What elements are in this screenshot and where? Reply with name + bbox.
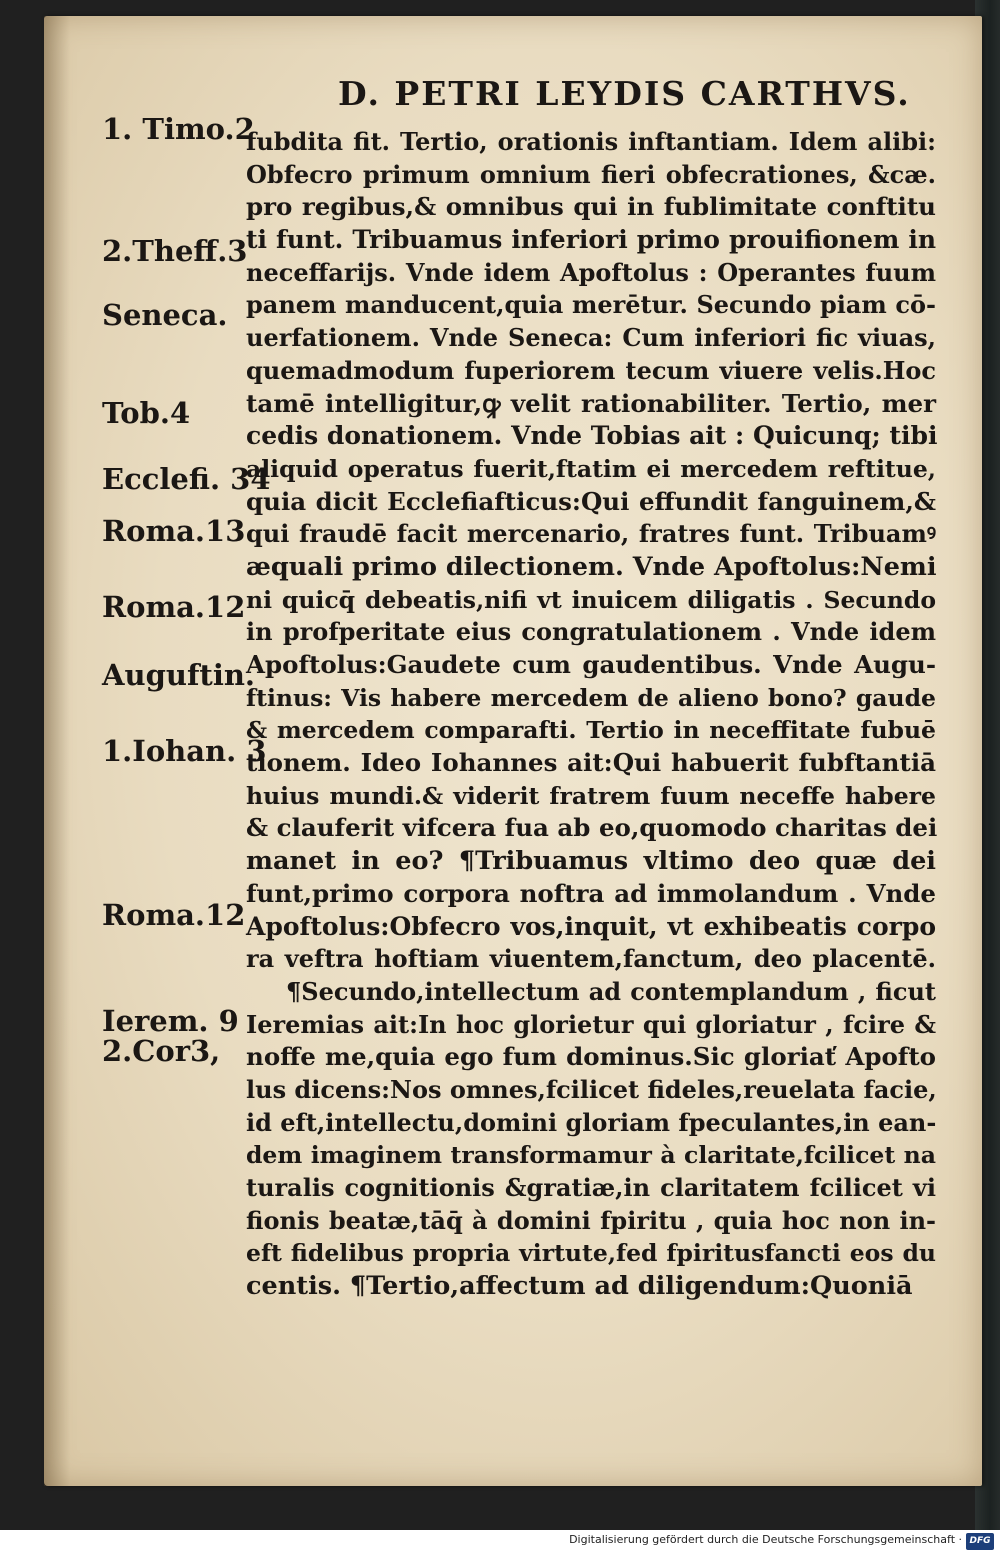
text-line: funt,primo corpora noftra ad immolandum . Vnde — [246, 878, 936, 908]
body-text — [246, 126, 936, 1303]
text-line: qui fraudē facit mercenario, fratres funt. Tribuamꝰ — [246, 519, 936, 549]
text-line: ftinus: Vis habere mercedem de alieno bono? gaude — [246, 683, 936, 712]
margin-note: Seneca. — [102, 298, 228, 332]
margin-note: Tob.4 — [102, 396, 191, 430]
text-line: panem manducent,quia merētur. Secundo piam cō- — [246, 290, 936, 320]
footer-credit: Digitalisierung gefördert durch die Deutsche Forschungsgemeinschaft · — [569, 1533, 962, 1546]
margin-note: Roma.12 — [102, 590, 246, 624]
text-line: turalis cognitionis &gratiæ,in claritatem fcilicet vi — [246, 1173, 936, 1202]
text-line: huius mundi.& viderit fratrem fuum neceffe habere — [246, 781, 936, 810]
text-line: Apoftolus:Gaudete cum gaudentibus. Vnde Augu- — [246, 650, 936, 679]
text-line: ni quicq̄ debeatis,nifi vt inuicem diligatis . Secundo — [246, 585, 936, 614]
text-line: cedis donationem. Vnde Tobias ait : Quicunq; tibi — [246, 421, 938, 451]
text-line: pro regibus,& omnibus qui in fublimitate conftitu — [246, 192, 936, 222]
margin-note: 1. Timo.2 — [102, 112, 255, 146]
text-line: tamē intelligitur,ꝙ velit rationabiliter. Tertio, mer — [246, 388, 936, 418]
margin-note: 2.Theff.3 — [102, 234, 248, 268]
text-line: tionem. Ideo Iohannes ait:Qui habuerit fubftantiā — [246, 748, 936, 778]
text-line: centis. ¶Tertio,affectum ad diligendum:Quoniā — [246, 1271, 913, 1302]
running-head: D. PETRI LEYDIS CARTHVS. — [338, 74, 911, 113]
margin-note: Roma.13 — [102, 514, 246, 548]
text-line: æquali primo dilectionem. Vnde Apoftolus:Nemi — [246, 551, 937, 582]
margin-note: Ecclefi. 34 — [102, 462, 271, 496]
text-line: ¶Secundo,intellectum ad contemplandum , ficut — [286, 976, 936, 1006]
text-line: noffe me,quia ego fum dominus.Sic gloriať Apofto — [246, 1042, 936, 1072]
text-line: fionis beatæ,tāq̄ à domini fpiritu , quia hoc non in- — [246, 1205, 936, 1235]
text-line: lus dicens:Nos omnes,fcilicet fideles,reuelata facie, — [246, 1074, 937, 1104]
text-line: neceffarijs. Vnde idem Apoftolus : Operantes fuum — [246, 257, 936, 287]
margin-note: Auguftin. — [102, 658, 256, 692]
text-line: quia dicit Ecclefiafticus:Qui effundit fanguinem,& — [246, 486, 936, 516]
margin-note: Ierem. 9 — [102, 1004, 239, 1038]
text-line: & clauferit vifcera fua ab eo,quomodo charitas dei — [246, 813, 938, 843]
text-line: Obfecro primum omnium fieri obfecrationes, &cæ. — [246, 159, 936, 189]
margin-notes — [102, 112, 271, 1112]
text-line: ti funt. Tribuamus inferiori primo prouifionem in — [246, 225, 936, 255]
text-line: Ieremias ait:In hoc glorietur qui gloriatur , fcire & — [246, 1009, 936, 1039]
margin-note: Roma.12 — [102, 898, 246, 932]
text-line: Apoftolus:Obfecro vos,inquit, vt exhibeatis corpo — [246, 911, 936, 941]
text-line: ra veftra hoftiam viuentem,fanctum, deo placentē. — [246, 944, 936, 974]
text-line: quemadmodum fuperiorem tecum viuere velis.Hoc — [246, 355, 936, 385]
dfg-logo-icon: DFG — [966, 1533, 994, 1550]
text-line: fubdita fit. Tertio, orationis inftantiam. Idem alibi: — [246, 127, 936, 156]
text-line: in profperitate eius congratulationem . Vnde idem — [246, 617, 936, 647]
footer-bar — [0, 1530, 1000, 1554]
text-line: eft fidelibus propria virtute,fed fpiritusfancti eos du — [246, 1239, 936, 1268]
text-line: manet in eo? ¶Tribuamus vltimo deo quæ dei — [246, 846, 936, 877]
text-line: dem imaginem transformamur à claritate,fcilicet na — [246, 1141, 936, 1170]
margin-note: 2.Cor3, — [102, 1034, 221, 1068]
text-line: uerfationem. Vnde Seneca: Cum inferiori fic viuas, — [246, 323, 936, 353]
text-line: id eft,intellectu,domini gloriam fpeculantes,in ean- — [246, 1107, 937, 1137]
text-line: aliquid operatus fuerit,ftatim ei mercedem reftitue, — [246, 454, 936, 483]
margin-note: 1.Iohan. 3 — [102, 734, 267, 768]
text-line: & mercedem comparafti. Tertio in neceffitate fubuē — [246, 716, 936, 745]
